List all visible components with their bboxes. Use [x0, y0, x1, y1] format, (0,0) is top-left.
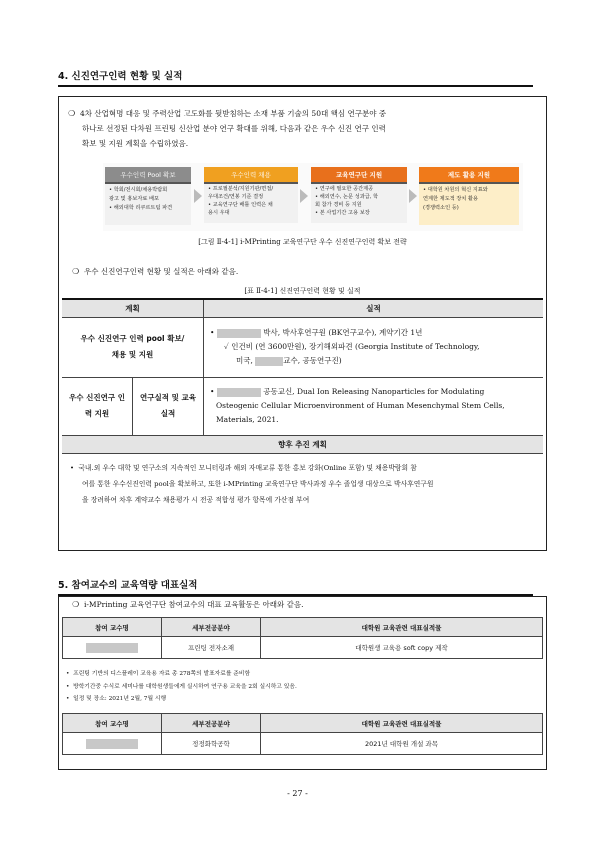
figure-caption: [그림 Ⅱ-4-1] i-MPrinting 교육연구단 우수 신진연구인력 확보 전략	[198, 238, 407, 246]
diagram-box-support-title: 교육연구단 지원	[311, 167, 407, 182]
faculty-head-name: 참여 교수명	[63, 618, 162, 637]
diagram-box-support	[311, 167, 407, 227]
section-5-title	[58, 577, 533, 596]
diagram-hire-item: 용시 우대	[208, 210, 230, 216]
intro-paragraph	[68, 106, 538, 151]
row1-line-3b: 교수, 공동연구진)	[283, 356, 342, 365]
faculty-note: 일정 및 장소: 2021년 2월, 7월 시행	[73, 696, 167, 702]
diagram-policy-item: 연계한 제도적 장치 활용	[423, 196, 479, 202]
diagram-box-policy	[419, 167, 519, 227]
redacted-name	[217, 388, 261, 397]
row1-result: • 박사, 박사후연구원 (BK연구교수), 계약기간 1년 ✓ 인건비 (연 3600만원), 장기해외파견 (Georgia Institute of Technology, 미국, 교수, 공동연구진)	[204, 317, 544, 377]
diagram-box-policy-title: 제도 활용 지원	[419, 167, 519, 182]
status-bullet	[72, 266, 238, 277]
intro-line-3: 확보 및 지원 계획을 수립하였음.	[82, 139, 189, 148]
faculty-head-achievement: 대학원 교육관련 대표실적물	[261, 714, 543, 733]
diagram-hire-item: • 프로필분석/지원기관/면접/	[208, 186, 274, 192]
diagram-box-pool	[105, 167, 191, 227]
table-head-result: 실적	[204, 299, 544, 317]
faculty-head-field: 세부전공분야	[162, 714, 261, 733]
faculty-table-1	[62, 617, 543, 659]
faculty-field-cell: 정정화학공학	[162, 733, 261, 755]
arrow-right-icon	[194, 189, 202, 203]
diagram-box-hire-body	[204, 184, 298, 223]
faculty-name-cell	[63, 637, 162, 659]
circle-bullet-icon: ❍	[72, 600, 80, 609]
page-number: - 27 -	[287, 789, 308, 798]
faculty-notes: • 프린팅 기반의 디스플레이 교육용 자료 총 278쪽의 발표자료를 준비함 • 방학기간중 수식로 세미나를 대학원생들에게 실시하여 연구용 교육을 2회 실시하고 있음. • 일정 및 장소: 2021년 2월, 7월 시행	[66, 671, 297, 702]
faculty-head-field: 세부전공분야	[162, 618, 261, 637]
faculty-name-cell	[63, 733, 162, 755]
circle-bullet-icon: ❍	[72, 267, 80, 276]
diagram-support-item: • 해외연수, 논문 성과급, 학	[315, 194, 379, 200]
faculty-achievement-cell: 대학원생 교육용 soft copy 제작	[261, 637, 543, 659]
diagram-pool-item: 광고 및 홍보자료 배포	[109, 196, 160, 202]
row2-line-2: Osteogenic Cellular Microenvironment of Human Mesenchymal Stem Cells,	[216, 401, 505, 410]
diagram-policy-item: • 대학원 차원의 혁신 지표와	[423, 187, 488, 193]
diagram-box-policy-body	[419, 184, 519, 225]
diagram-box-pool-title: 우수인력 Pool 확보	[105, 167, 191, 182]
sec5-intro-text: i-MPrinting 교육연구단 참여교수의 대표 교육활동은 아래와 같음.	[83, 600, 304, 609]
strategy-diagram	[103, 163, 523, 231]
faculty-note: 프린팅 기반의 디스플레이 교육용 자료 총 278쪽의 발표자료를 준비함	[73, 671, 251, 677]
plan-line-3: 을 장려하여 차후 계약교수 채용평가 시 전공 적합성 평가 항목에 가산점 부여	[82, 495, 310, 504]
section-4-title	[58, 68, 533, 87]
row1-line-1: 박사, 박사후연구원 (BK연구교수), 계약기간 1년	[263, 328, 423, 337]
row2-label-a: 우수 신진연구 인력 지원	[62, 377, 133, 435]
faculty-head-achievement: 대학원 교육관련 대표실적물	[261, 618, 543, 637]
faculty-table-2	[62, 713, 543, 755]
researcher-table	[62, 298, 543, 514]
faculty-note: 방학기간중 수식로 세미나를 대학원생들에게 실시하여 연구용 교육을 2회 실시하고 있음.	[73, 683, 297, 690]
redacted-name	[86, 643, 138, 653]
diagram-support-item: 회 참가 경비 등 지원	[315, 202, 362, 208]
diagram-hire-item: • 교육연구단 배틀 인력은 채	[208, 202, 273, 208]
intro-line-1: 4차 산업혁명 대응 및 주력산업 고도화를 뒷받침하는 소재 부품 기술의 50대 핵심 연구분야 중	[79, 109, 387, 118]
section-4-title-text: 4. 신진연구인력 현황 및 실적	[58, 71, 183, 82]
plan-line-2: 여를 통한 우수신진인력 pool을 확보하고, 또한 i-MPrinting 교육연구단 박사과정 우수 졸업생 대상으로 박사후연구원	[82, 479, 434, 488]
arrow-right-icon	[300, 189, 308, 203]
intro-line-2: 하나로 선정된 다차원 프린팅 신산업 분야 연구 확대를 위해, 다음과 같은 우수 신진 연구 인력	[82, 124, 386, 133]
sec5-intro	[72, 599, 304, 610]
plan-line-1: 국내․외 우수 대학 및 연구소의 지속적인 모니터링과 해외 자매교류 통한 홍보 강화(Online 포함) 및 채용박람회 참	[78, 463, 417, 472]
diagram-pool-item: • 해외대학 리쿠르트팀 파견	[109, 205, 173, 211]
circle-bullet-icon: ❍	[68, 109, 76, 118]
redacted-name	[86, 739, 138, 749]
row2-result: • 공동교신, Dual Ion Releasing Nanoparticles for Modulating Osteogenic Cellular Microenvironment of Human Mesenchymal Stem Cells, Materials, 2021.	[204, 377, 544, 435]
diagram-support-item: • 본 사업기간 고용 보장	[315, 210, 370, 216]
table-caption: [표 Ⅱ-4-1] 신진연구인력 현황 및 실적	[244, 287, 361, 295]
row2-line-1: 공동교신, Dual Ion Releasing Nanoparticles for Modulating	[263, 387, 485, 396]
status-bullet-text: 우수 신진연구인력 현황 및 실적은 아래와 같음.	[83, 267, 239, 276]
redacted-name	[255, 357, 283, 366]
diagram-policy-item: (경쟁력소인 등)	[423, 205, 459, 211]
section-5-title-text: 5. 참여교수의 교육역량 대표실적	[58, 580, 198, 591]
row1-line-3a: 미국,	[236, 356, 253, 365]
diagram-box-hire	[204, 167, 298, 227]
table-head-plan: 계획	[62, 299, 204, 317]
faculty-achievement-cell: 2021년 대학원 개설 과목	[261, 733, 543, 755]
diagram-support-item: • 연구에 필요한 공간제공	[315, 186, 374, 192]
plan-body: • 국내․외 우수 대학 및 연구소의 지속적인 모니터링과 해외 자매교류 통한 홍보 강화(Online 포함) 및 채용박람회 참 여를 통한 우수신진인력 pool을 확보하고, 또한 i-MPrinting 교육연구단 박사과정 우수 졸업생 대상으로 박사후연구원 을 장려하여 차후 계약교수 채용평가 시 전공 적합성 평가 항목에 가산점 부여	[62, 453, 543, 514]
diagram-pool-item: • 학회/전시회/채용박람회	[109, 187, 168, 193]
arrow-right-icon	[409, 189, 417, 203]
diagram-hire-item: 우대조건/연봉 기준 결정	[208, 194, 264, 200]
diagram-box-hire-title: 우수인력 채용	[204, 167, 298, 182]
plan-head: 향후 추진 계획	[62, 435, 543, 453]
diagram-box-pool-body	[105, 184, 191, 225]
row1-line-2: 인건비 (연 3600만원), 장기해외파견 (Georgia Institute of Technology,	[231, 342, 480, 351]
row1-label: 우수 신진연구 인력 pool 확보/채용 및 지원	[62, 317, 204, 377]
faculty-head-name: 참여 교수명	[63, 714, 162, 733]
diagram-box-support-body	[311, 184, 407, 223]
redacted-name	[217, 329, 261, 338]
faculty-field-cell: 프린팅 전자소재	[162, 637, 261, 659]
row2-line-3: Materials, 2021.	[216, 415, 279, 424]
check-icon: ✓	[224, 342, 229, 351]
row2-label-b: 연구실적 및 교육실적	[133, 377, 204, 435]
